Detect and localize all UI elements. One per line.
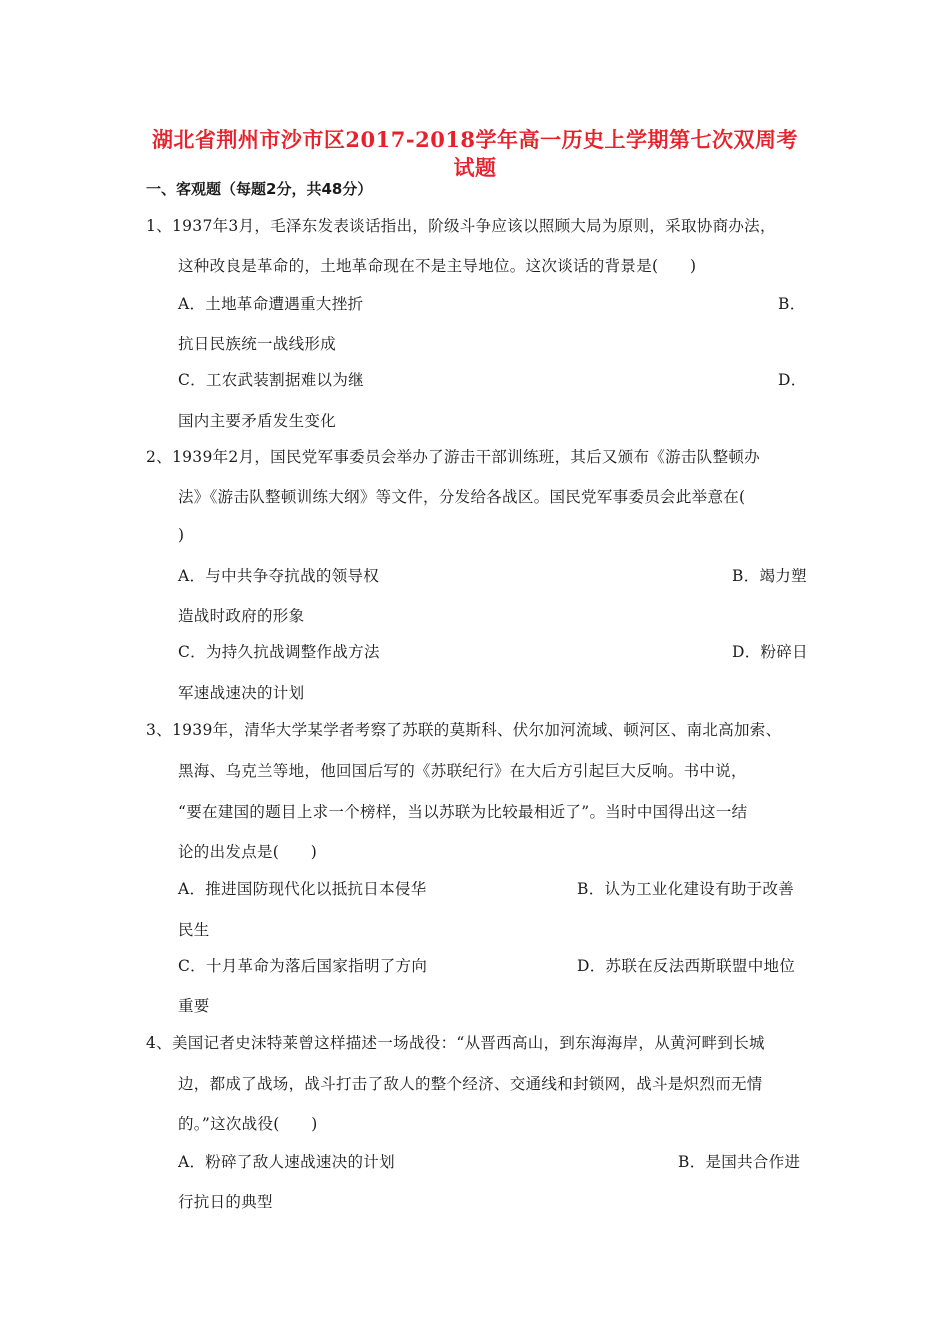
question-2-option-a: A．与中共争夺抗战的领导权 xyxy=(178,567,380,585)
question-3-stem-line-4: 论的出发点是( ) xyxy=(178,843,318,861)
question-2-option-d-label: D．粉碎日 xyxy=(732,643,808,661)
question-2-stem-line-3: ) xyxy=(178,526,185,544)
question-1-option-b-label: B． xyxy=(778,295,806,313)
question-3-option-d-wrap: 重要 xyxy=(178,997,210,1015)
question-4-option-a: A．粉碎了敌人速战速决的计划 xyxy=(178,1153,395,1171)
question-1-stem-line-2: 这种改良是革命的，土地革命现在不是主导地位。这次谈话的背景是( ) xyxy=(178,257,697,275)
question-2-option-b-label: B．竭力塑 xyxy=(732,567,807,585)
question-3-option-d: D．苏联在反法西斯联盟中地位 xyxy=(577,957,796,975)
question-4-stem-line-3: 的。”这次战役( ) xyxy=(178,1115,318,1133)
question-3-stem-line-3: “要在建国的题目上求一个榜样，当以苏联为比较最相近了”。当时中国得出这一结 xyxy=(178,803,748,821)
question-3-stem-line-2: 黑海、乌克兰等地，他回国后写的《苏联纪行》在大后方引起巨大反响。书中说， xyxy=(178,762,747,780)
question-2-stem-line-1: 2、1939年2月，国民党军事委员会举办了游击干部训练班，其后又颁布《游击队整顿办 xyxy=(146,448,760,466)
question-4-option-b-wrap: 行抗日的典型 xyxy=(178,1193,273,1211)
section-heading: 一、客观题（每题2分，共48分） xyxy=(146,180,373,198)
document-title-line1: 湖北省荆州市沙市区2017-2018学年高一历史上学期第七次双周考 xyxy=(151,127,799,152)
question-4-stem-line-2: 边，都成了战场，战斗打击了敌人的整个经济、交通线和封锁网，战斗是炽烈而无情 xyxy=(178,1075,763,1093)
question-3-option-c: C．十月革命为落后国家指明了方向 xyxy=(178,957,428,975)
question-1-stem-line-1: 1、1937年3月，毛泽东发表谈话指出，阶级斗争应该以照顾大局为原则，采取协商办法， xyxy=(146,217,776,235)
question-1-option-a: A．土地革命遭遇重大挫折 xyxy=(178,295,364,313)
question-4-stem-line-1: 4、美国记者史沫特莱曾这样描述一场战役：“从晋西高山，到东海海岸，从黄河畔到长城 xyxy=(146,1034,765,1052)
question-4-option-b: B．是国共合作进 xyxy=(678,1153,801,1171)
question-3-option-a: A．推进国防现代化以抵抗日本侵华 xyxy=(178,880,427,898)
question-2-option-c: C．为持久抗战调整作战方法 xyxy=(178,643,380,661)
question-2-option-b-text: 造战时政府的形象 xyxy=(178,607,305,625)
question-1-option-b-text: 抗日民族统一战线形成 xyxy=(178,335,337,353)
question-2-stem-line-2: 法》《游击队整顿训练大纲》等文件，分发给各战区。国民党军事委员会此举意在( xyxy=(178,488,746,506)
question-2-option-d-text: 军速战速决的计划 xyxy=(178,684,305,702)
question-3-stem-line-1: 3、1939年，清华大学某学者考察了苏联的莫斯科、伏尔加河流域、顿河区、南北高加索、 xyxy=(146,721,782,739)
question-1-option-c: C．工农武装割据难以为继 xyxy=(178,371,364,389)
question-1-option-d-text: 国内主要矛盾发生变化 xyxy=(178,412,337,430)
question-1-option-d-label: D． xyxy=(778,371,807,389)
question-3-option-b: B．认为工业化建设有助于改善 xyxy=(577,880,795,898)
document-title-line2: 试题 xyxy=(453,155,497,180)
question-3-option-b-wrap: 民生 xyxy=(178,921,210,939)
